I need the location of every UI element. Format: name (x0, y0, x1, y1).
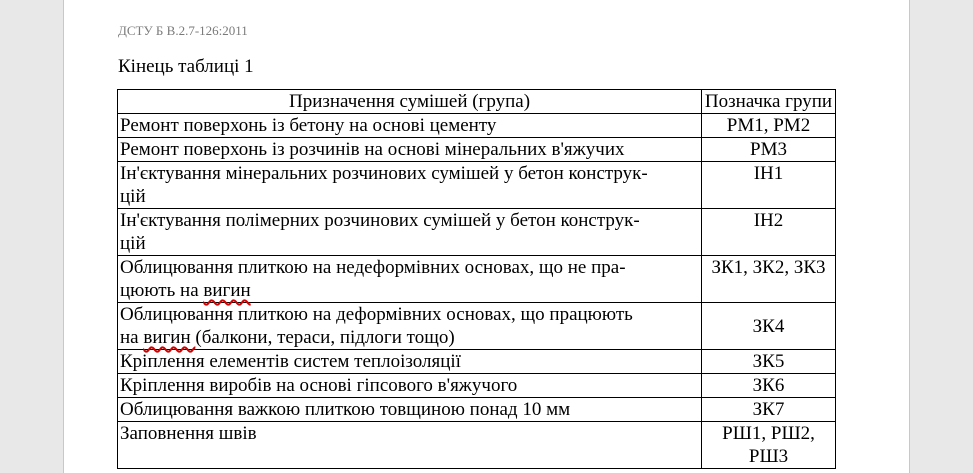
purpose-cell: Кріплення елементів систем теплоізоляції (118, 350, 702, 374)
code-cell: ІН2 (702, 209, 836, 256)
code-cell (702, 422, 836, 469)
purpose-cell: Ремонт поверхонь із розчинів на основі мінеральних в'яжучих (118, 138, 702, 162)
purpose-cell: Кріплення виробів на основі гіпсового в'яжучого (118, 374, 702, 398)
mixtures-table (117, 89, 836, 469)
code-cell: ЗК5 (702, 350, 836, 374)
purpose-line: цій (120, 186, 146, 207)
table-row (118, 256, 836, 303)
table-row (118, 350, 836, 374)
standard-code: ДСТУ Б В.2.7-126:2011 (118, 23, 248, 38)
table-header-row (118, 90, 836, 114)
purpose-line: Облицювання плиткою на недеформівних основах, що не пра- (120, 257, 626, 278)
purpose-text: цюють на (120, 280, 204, 301)
table-row (118, 374, 836, 398)
purpose-cell (118, 209, 702, 256)
code-cell: ЗК4 (702, 303, 836, 350)
column-header-code: Позначка групи (702, 90, 836, 114)
table-row (118, 138, 836, 162)
purpose-cell: Заповнення швів (118, 422, 702, 469)
purpose-cell (118, 162, 702, 209)
code-cell: ЗК1, ЗК2, ЗК3 (702, 256, 836, 303)
code-line: РШ3 (748, 446, 789, 467)
purpose-cell: Облицювання важкою плиткою товщиною понад 10 мм (118, 398, 702, 422)
purpose-line: Облицювання плиткою на деформівних основах, що працюють (120, 304, 633, 325)
code-cell: ЗК7 (702, 398, 836, 422)
purpose-text: (балкони, тераси, підлоги тощо) (195, 327, 455, 348)
document-page (63, 0, 910, 473)
purpose-line: Ін'єктування мінеральних розчинових сумішей у бетон конструк- (120, 163, 648, 184)
code-cell: РМ3 (702, 138, 836, 162)
code-line: РШ1, РШ2, (722, 423, 815, 444)
table-row (118, 162, 836, 209)
table-row (118, 209, 836, 256)
purpose-text: на (120, 327, 144, 348)
code-cell: ЗК6 (702, 374, 836, 398)
purpose-cell (118, 256, 702, 303)
table-row (118, 114, 836, 138)
spellcheck-error-word[interactable]: вигин (203, 280, 251, 301)
purpose-line: Ін'єктування полімерних розчинових сумішей у бетон конструк- (120, 210, 640, 231)
code-cell: ІН1 (702, 162, 836, 209)
purpose-cell: Ремонт поверхонь із бетону на основі цементу (118, 114, 702, 138)
column-header-purpose: Призначення сумішей (група) (118, 90, 702, 114)
table-row (118, 398, 836, 422)
table-row (118, 303, 836, 350)
table-caption: Кінець таблиці 1 (118, 56, 254, 77)
spellcheck-error-word[interactable]: вигин (143, 327, 196, 348)
code-cell: РМ1, РМ2 (702, 114, 836, 138)
purpose-line: цій (120, 233, 146, 254)
purpose-cell (118, 303, 702, 350)
table-row (118, 422, 836, 469)
